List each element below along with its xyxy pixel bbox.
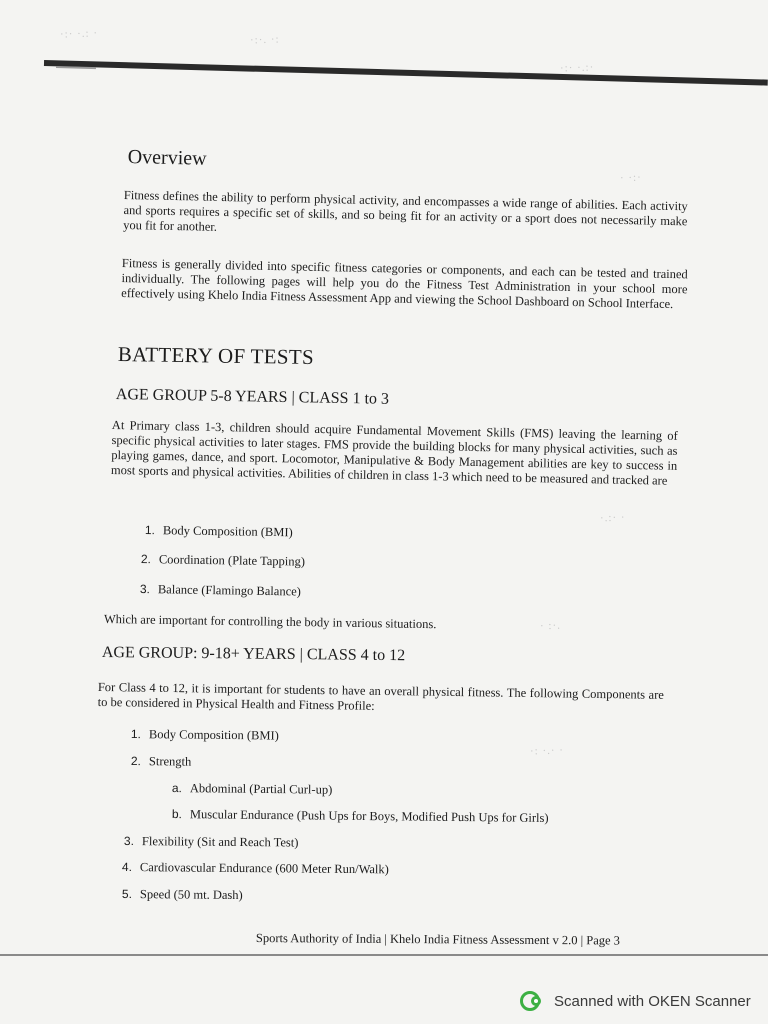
list-text: Muscular Endurance (Push Ups for Boys, Modified Push Ups for Girls): [189, 807, 549, 825]
list-item: [122, 860, 389, 877]
list-text: Body Composition (BMI): [148, 727, 279, 743]
list-number: 3.: [139, 582, 151, 597]
list-item: [140, 582, 301, 600]
list-text: Strength: [148, 754, 192, 769]
list-item: [124, 834, 299, 851]
scan-noise: ·: ·.· ·: [529, 744, 565, 758]
list-letter: b.: [171, 807, 183, 822]
list-number: 1.: [144, 523, 156, 538]
list-letter: a.: [171, 781, 183, 796]
list-number: 1.: [130, 727, 142, 742]
age-group-2-heading: AGE GROUP: 9-18+ YEARS | CLASS 4 to 12: [101, 644, 406, 665]
list-number: 2.: [130, 754, 142, 769]
list-item: [131, 727, 279, 744]
list-item: [145, 523, 293, 540]
sub-list-item: [172, 781, 333, 798]
list-text: Cardiovascular Endurance (600 Meter Run/Walk): [139, 860, 389, 877]
scan-noise: ·:·. ·:: [249, 33, 280, 47]
header-rule-highlight: [56, 66, 96, 69]
list-number: 3.: [123, 834, 135, 849]
overview-paragraph-2: Fitness is generally divided into specific fitness categories or components, and each can be tested and trained individually. The following pages will help you do the Fitness Test Administration in your school more effectively using Khelo India Fitness Assessment App and viewing the School Dashboard on School Interface.: [121, 256, 688, 312]
list-text: Flexibility (Sit and Reach Test): [141, 834, 299, 850]
list-item: [122, 887, 243, 903]
oken-scanner-logo-icon: [520, 989, 544, 1013]
list-text: Balance (Flamingo Balance): [157, 582, 301, 599]
scanner-label: Scanned with OKEN Scanner: [554, 992, 751, 1010]
battery-of-tests-heading: BATTERY OF TESTS: [117, 342, 315, 370]
footer-rule: [0, 954, 768, 956]
age-group-1-closing: Which are important for controlling the body in various situations.: [103, 612, 437, 632]
list-text: Speed (50 mt. Dash): [139, 887, 243, 903]
scan-noise: · ·:·: [619, 171, 642, 185]
overview-paragraph-1: Fitness defines the ability to perform physical activity, and encompasses a wide range of abilities. Each activity and sports requires a specific set of skills, and so being fit for an activity or a sport does not necessarily make you fit for another.: [123, 188, 688, 234]
list-number: 5.: [121, 887, 133, 902]
scan-noise: · :·.: [539, 619, 562, 633]
list-text: Coordination (Plate Tapping): [158, 552, 306, 569]
age-group-1-paragraph: At Primary class 1-3, children should acquire Fundamental Movement Skills (FMS) leaving the learning of specific physical activities to later stages. FMS provide the building blocks for many physical activities, such as playing games, dance, and sport. Locomotor, Manipulative & Body Management abilities are key to success in most sports and physical activities. Abilities of children in class 1-3 which need to be measured and tracked are: [110, 418, 678, 488]
scan-noise: ·:· ·.: ·: [59, 27, 99, 41]
page-footer: Sports Authority of India | Khelo India Fitness Assessment v 2.0 | Page 3: [255, 931, 621, 948]
age-group-1-heading: AGE GROUP 5-8 YEARS | CLASS 1 to 3: [115, 386, 390, 408]
list-number: 4.: [121, 860, 133, 875]
list-item: [141, 552, 305, 570]
scan-noise: ·:· ·.:·: [559, 61, 595, 75]
list-item: [131, 754, 192, 770]
sub-list-item: [172, 807, 549, 826]
scanner-watermark: [520, 989, 751, 1013]
header-rule: [44, 60, 768, 86]
list-text: Abdominal (Partial Curl-up): [189, 781, 333, 797]
list-text: Body Composition (BMI): [162, 523, 293, 540]
scan-noise: ·.:· ·: [599, 511, 626, 525]
overview-heading: Overview: [127, 146, 207, 170]
age-group-2-paragraph: For Class 4 to 12, it is important for students to have an overall physical fitness. The following Components are to be considered in Physical Health and Fitness Profile:: [97, 680, 664, 713]
list-number: 2.: [140, 552, 152, 567]
